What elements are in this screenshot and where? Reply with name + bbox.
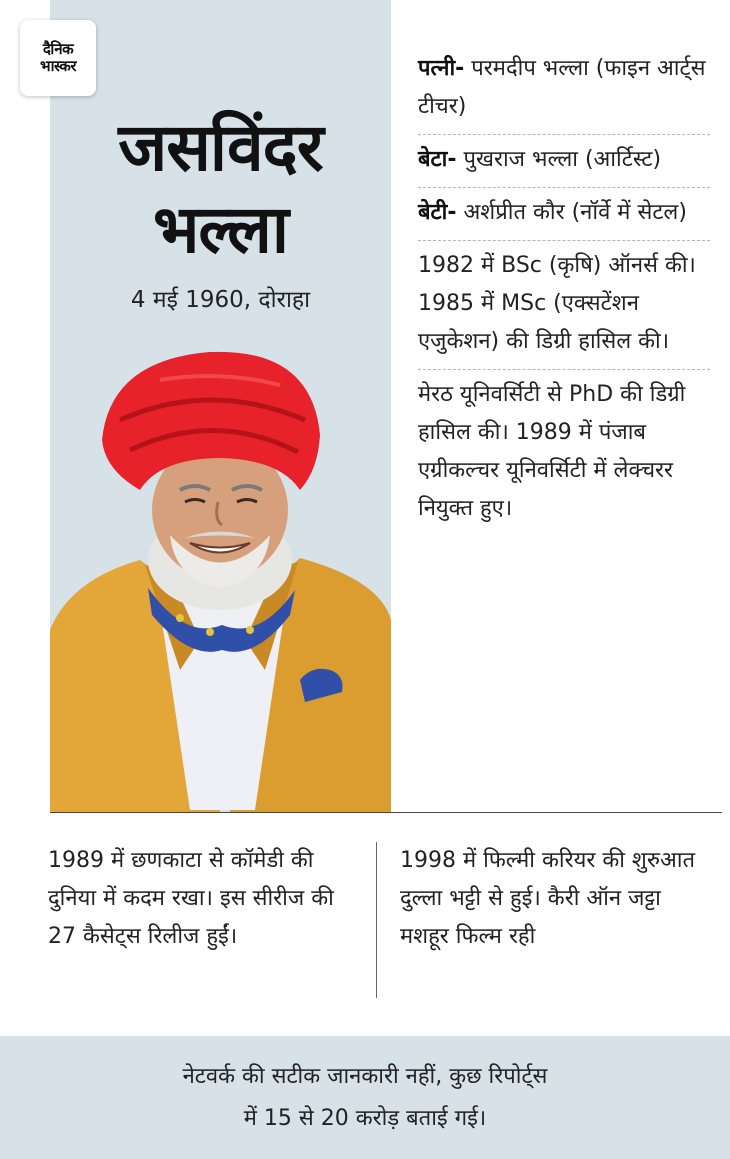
footer-line2: में 15 से 20 करोड़ बताई गई। xyxy=(243,1105,487,1131)
son-info xyxy=(418,135,710,188)
dainik-bhaskar-logo[interactable] xyxy=(20,20,96,96)
comedy-career-text: 1989 में छणकाटा से कॉमेडी की दुनिया में कदम रखा। इस सीरीज की 27 कैसेट्स रिलीज हुईं। xyxy=(48,848,334,949)
logo-text-line1: दैनिक xyxy=(42,40,74,58)
education-phd: मेरठ यूनिवर्सिटी से PhD की डिग्री हासिल की। 1989 में पंजाब एग्रीकल्चर यूनिवर्सिटी में लेक्चरर नियुक्त हुए। xyxy=(418,382,686,521)
birth-date-place: 4 मई 1960, दोराहा xyxy=(130,287,311,313)
daughter-text: अर्शप्रीत कौर (नॉर्वे में सेटल) xyxy=(456,200,687,225)
logo-text-line2: भास्कर xyxy=(40,57,76,75)
spouse-text: परमदीप भल्ला (फाइन आर्ट्स टीचर) xyxy=(418,56,706,119)
person-name-line1: जसविंदर xyxy=(118,109,323,186)
daughter-label: बेटी- xyxy=(418,200,457,225)
portrait-photo xyxy=(50,340,391,812)
section-divider xyxy=(50,812,722,813)
column-divider xyxy=(376,842,377,998)
net-worth-footer xyxy=(0,1036,730,1159)
person-name-line2: भल्ला xyxy=(152,191,288,268)
film-career-text: 1998 में फिल्मी करियर की शुरुआत दुल्ला भट्टी से हुई। कैरी ऑन जट्टा मशहूर फिल्म रही xyxy=(400,848,696,949)
spouse-info xyxy=(418,44,710,135)
son-text: पुखराज भल्ला (आर्टिस्ट) xyxy=(456,147,662,172)
son-label: बेटा- xyxy=(418,147,457,172)
spouse-label: पत्नी- xyxy=(418,56,465,81)
education-bsc-msc: 1982 में BSc (कृषि) ऑनर्स की। 1985 में MSc (एक्सटेंशन एजुकेशन) की डिग्री हासिल की। xyxy=(418,241,710,370)
info-column xyxy=(418,44,710,536)
footer-line1: नेटवर्क की सटीक जानकारी नहीं, कुछ रिपोर्ट्स xyxy=(182,1063,548,1089)
daughter-info xyxy=(418,188,710,241)
